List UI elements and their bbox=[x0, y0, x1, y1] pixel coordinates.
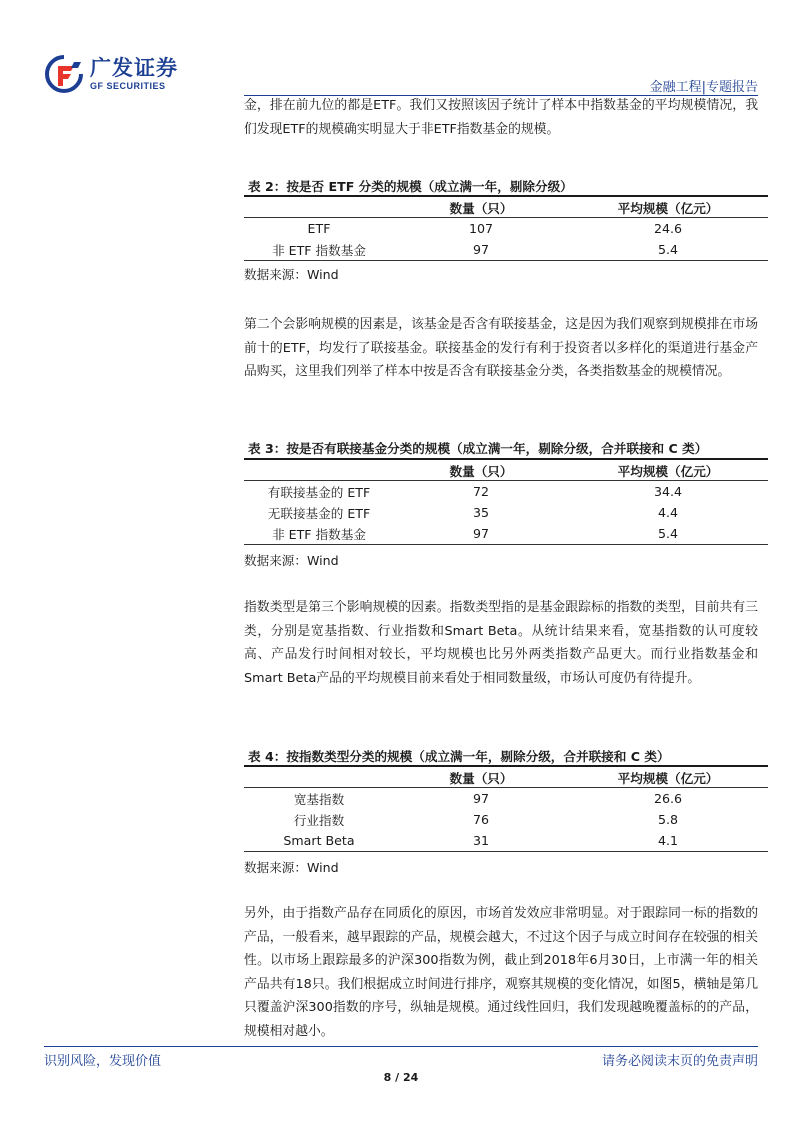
report-category: 金融工程|专题报告 bbox=[649, 80, 758, 95]
row-size: 24.6 bbox=[653, 221, 683, 236]
table-3-header-count: 数量（只） bbox=[394, 459, 568, 481]
footer-slogan: 识别风险，发现价值 bbox=[44, 1054, 162, 1069]
table-3-header-blank bbox=[244, 459, 394, 481]
table-4-source: 数据来源：Wind bbox=[244, 860, 339, 875]
table-4-header-blank bbox=[244, 766, 394, 788]
page-number: 8 / 24 bbox=[383, 1071, 419, 1084]
logo-english-name: GF SECURITIES bbox=[90, 80, 166, 91]
gf-logo-icon bbox=[44, 54, 84, 94]
row-name: ETF bbox=[307, 221, 331, 236]
row-size: 5.4 bbox=[657, 526, 679, 541]
table-row bbox=[244, 830, 768, 852]
row-count: 107 bbox=[468, 221, 494, 236]
row-size: 5.8 bbox=[657, 812, 679, 827]
row-size: 4.4 bbox=[657, 505, 679, 520]
table-2-header-size: 平均规模（亿元） bbox=[568, 196, 768, 218]
row-size: 4.1 bbox=[657, 833, 679, 848]
footer-divider bbox=[44, 1046, 758, 1047]
row-size: 34.4 bbox=[653, 484, 683, 499]
row-count: 97 bbox=[472, 242, 490, 257]
table-2-header-blank bbox=[244, 196, 394, 218]
row-size: 5.4 bbox=[657, 242, 679, 257]
table-4-header-count: 数量（只） bbox=[394, 766, 568, 788]
paragraph-2: 第二个会影响规模的因素是，该基金是否含有联接基金，这是因为我们观察到规模排在市场前十的ETF，均发行了联接基金。联接基金的发行有利于投资者以多样化的渠道进行基金产品购买，这里我们列举了样本中按是否含有联接基金分类，各类指数基金的规模情况。 bbox=[244, 317, 758, 379]
table-row bbox=[244, 788, 768, 810]
row-name: 行业指数 bbox=[293, 813, 345, 828]
row-name: 非 ETF 指数基金 bbox=[272, 527, 366, 542]
table-row bbox=[244, 239, 768, 261]
row-count: 97 bbox=[472, 526, 490, 541]
row-count: 72 bbox=[472, 484, 490, 499]
table-row bbox=[244, 481, 768, 503]
row-name: 宽基指数 bbox=[293, 792, 345, 807]
table-2-source: 数据来源：Wind bbox=[244, 267, 339, 282]
row-size: 26.6 bbox=[653, 791, 683, 806]
row-count: 31 bbox=[472, 833, 490, 848]
row-count: 35 bbox=[472, 505, 490, 520]
row-name: 有联接基金的 ETF bbox=[267, 485, 371, 500]
paragraph-1: 金，排在前九位的都是ETF。我们又按照该因子统计了样本中指数基金的平均规模情况，我们发现ETF的规模确实明显大于非ETF指数基金的规模。 bbox=[244, 98, 758, 137]
paragraph-3: 指数类型是第三个影响规模的因素。指数类型指的是基金跟踪标的指数的类型，目前共有三类，分别是宽基指数、行业指数和Smart Beta。从统计结果来看，宽基指数的认可度较高、产品发行时间相对较长，平均规模也比另外两类指数产品更大。而行业指数基金和Smart Beta产品的平均规模目前来看处于相同数量级，市场认可度仍有待提升。 bbox=[244, 600, 758, 686]
row-count: 76 bbox=[472, 812, 490, 827]
table-row bbox=[244, 523, 768, 545]
logo-chinese-name: 广发证券 bbox=[90, 55, 178, 80]
table-3-title: 表 3：按是否有联接基金分类的规模（成立满一年，剔除分级，合并联接和 C 类） bbox=[248, 441, 708, 456]
row-name: 无联接基金的 ETF bbox=[267, 506, 371, 521]
table-2-header-count: 数量（只） bbox=[394, 196, 568, 218]
row-count: 97 bbox=[472, 791, 490, 806]
row-name: 非 ETF 指数基金 bbox=[272, 243, 366, 258]
paragraph-4: 另外，由于指数产品存在同质化的原因，市场首发效应非常明显。对于跟踪同一标的指数的产品，一般看来，越早跟踪的产品，规模会越大，不过这个因子与成立时间存在较强的相关性。以市场上跟踪最多的沪深300指数为例，截止到2018年6月30日，上市满一年的相关产品共有18只。我们根据成立时间进行排序，观察其规模的变化情况，如图5，横轴是第几只覆盖沪深300指数的序号，纵轴是规模。通过线性回归，我们发现越晚覆盖标的的产品，规模相对越小。 bbox=[244, 906, 758, 1039]
row-name: Smart Beta bbox=[283, 833, 355, 848]
table-4-header-size: 平均规模（亿元） bbox=[568, 766, 768, 788]
company-logo bbox=[44, 54, 178, 94]
table-2-title: 表 2：按是否 ETF 分类的规模（成立满一年，剔除分级） bbox=[248, 179, 573, 194]
table-4 bbox=[244, 765, 768, 852]
table-row bbox=[244, 809, 768, 830]
table-row bbox=[244, 218, 768, 240]
table-4-title: 表 4：按指数类型分类的规模（成立满一年，剔除分级，合并联接和 C 类） bbox=[248, 749, 670, 764]
footer-disclaimer: 请务必阅读末页的免责声明 bbox=[601, 1054, 758, 1069]
table-2 bbox=[244, 195, 768, 261]
table-3-source: 数据来源：Wind bbox=[244, 553, 339, 568]
table-row bbox=[244, 502, 768, 523]
table-3 bbox=[244, 458, 768, 545]
table-3-header-size: 平均规模（亿元） bbox=[568, 459, 768, 481]
page-header bbox=[0, 0, 802, 96]
